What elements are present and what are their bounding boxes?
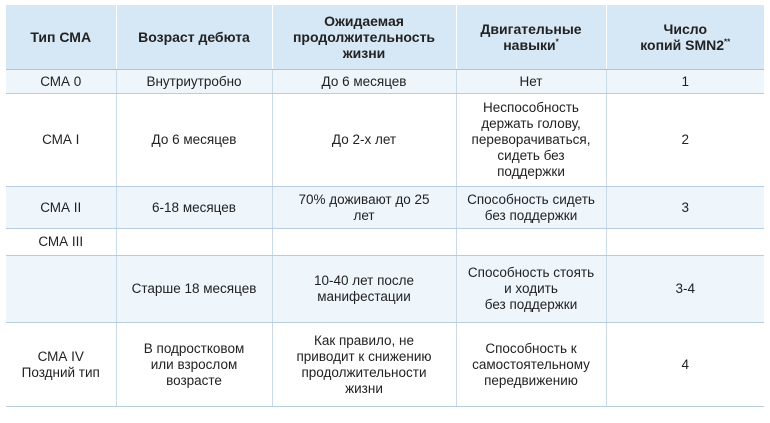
cell-text: без поддержки bbox=[484, 207, 578, 223]
cell-onset-age bbox=[116, 70, 272, 94]
cell-life-expectancy bbox=[272, 229, 456, 256]
cell-text: без поддержки bbox=[484, 297, 578, 312]
header-type bbox=[6, 5, 116, 70]
header-onset-age bbox=[116, 5, 272, 70]
cell-motor-skills bbox=[456, 187, 606, 229]
cell-text: и ходить bbox=[504, 281, 558, 296]
cell-text: В подростковом bbox=[143, 340, 245, 356]
header-text: продолжительность bbox=[292, 29, 436, 45]
cell-text: 10-40 лет после bbox=[313, 273, 415, 288]
cell-onset-age bbox=[116, 94, 272, 187]
cell-motor-skills bbox=[456, 256, 606, 323]
table-row bbox=[6, 256, 764, 323]
cell-text: манифестации bbox=[317, 289, 411, 304]
cell-motor-skills bbox=[456, 94, 606, 187]
cell-text: До 6 месяцев bbox=[321, 73, 407, 89]
table-row bbox=[6, 94, 764, 187]
header-text: Число bbox=[663, 21, 707, 37]
cell-motor-skills bbox=[456, 229, 606, 256]
table-row bbox=[6, 323, 764, 407]
cell-onset-age bbox=[116, 256, 272, 323]
cell-smn2-copies bbox=[606, 187, 764, 229]
cell-text: или взрослом bbox=[150, 356, 238, 372]
footnote-marker: ** bbox=[724, 37, 731, 47]
cell-text: приводит к снижению bbox=[296, 348, 432, 364]
cell-text: переворачиваться, bbox=[471, 132, 591, 147]
header-text: Возраст дебюта bbox=[138, 29, 250, 45]
cell-text: Способность к bbox=[485, 340, 577, 356]
cell-text: 70% доживают до 25 bbox=[298, 191, 430, 207]
cell-smn2-copies bbox=[606, 256, 764, 323]
footnote-marker: * bbox=[555, 37, 559, 47]
header-motor-skills bbox=[456, 5, 606, 70]
cell-text: 1 bbox=[681, 73, 689, 89]
cell-motor-skills bbox=[456, 70, 606, 94]
cell-text: Внутриутробно bbox=[146, 73, 242, 89]
cell-motor-skills bbox=[456, 323, 606, 407]
cell-text: Как правило, не bbox=[313, 332, 415, 348]
cell-text: жизни bbox=[345, 380, 383, 396]
cell-text: передвижению bbox=[484, 372, 578, 388]
cell-text: СМА III bbox=[38, 234, 84, 249]
cell-text: Способность сидеть bbox=[467, 191, 595, 207]
cell-onset-age bbox=[116, 229, 272, 256]
header-life-expectancy bbox=[272, 5, 456, 70]
cell-text: До 2-х лет bbox=[331, 132, 397, 147]
header-text: Тип СМА bbox=[30, 29, 92, 45]
header-smn2-copies bbox=[606, 5, 764, 70]
table-row bbox=[6, 187, 764, 229]
table-body bbox=[6, 70, 764, 407]
cell-life-expectancy bbox=[272, 187, 456, 229]
cell-text: СМА 0 bbox=[40, 73, 82, 89]
cell-type bbox=[6, 70, 116, 94]
cell-type bbox=[6, 323, 116, 407]
cell-life-expectancy bbox=[272, 323, 456, 407]
table-header bbox=[6, 5, 764, 70]
cell-type bbox=[6, 94, 116, 187]
cell-type bbox=[6, 256, 116, 323]
sma-types-table bbox=[6, 5, 764, 407]
cell-text: самостоятельному bbox=[472, 356, 590, 372]
cell-text: До 6 месяцев bbox=[151, 132, 237, 147]
header-text: жизни bbox=[342, 45, 386, 61]
cell-text: продолжительности bbox=[301, 364, 427, 380]
header-text: Ожидаемая bbox=[324, 13, 404, 29]
cell-life-expectancy bbox=[272, 256, 456, 323]
cell-text: СМА I bbox=[42, 132, 80, 147]
header-text: копий SMN2 bbox=[640, 37, 725, 53]
cell-text: СМА IV bbox=[37, 348, 84, 364]
cell-text: 2 bbox=[681, 132, 689, 147]
header-text: навыки bbox=[503, 37, 556, 53]
cell-text: лет bbox=[353, 207, 375, 223]
cell-life-expectancy bbox=[272, 70, 456, 94]
cell-text: возрасте bbox=[166, 372, 222, 388]
cell-onset-age bbox=[116, 323, 272, 407]
header-row bbox=[6, 5, 764, 70]
table-row bbox=[6, 229, 764, 256]
cell-smn2-copies bbox=[606, 229, 764, 256]
cell-text: 6-18 месяцев bbox=[152, 199, 236, 215]
cell-type bbox=[6, 229, 116, 256]
cell-text: 3-4 bbox=[675, 281, 695, 296]
cell-text: 3 bbox=[681, 199, 689, 215]
cell-text: сидеть без bbox=[497, 148, 565, 163]
cell-smn2-copies bbox=[606, 323, 764, 407]
cell-text: Способность стоять bbox=[467, 265, 595, 280]
cell-smn2-copies bbox=[606, 70, 764, 94]
cell-text: Поздний тип bbox=[21, 364, 100, 380]
cell-life-expectancy bbox=[272, 94, 456, 187]
header-text: Двигательные bbox=[480, 21, 582, 37]
cell-type bbox=[6, 187, 116, 229]
cell-onset-age bbox=[116, 187, 272, 229]
cell-text: Нет bbox=[519, 73, 543, 89]
cell-text: поддержки bbox=[497, 164, 565, 179]
table-row bbox=[6, 70, 764, 94]
cell-text: СМА II bbox=[40, 199, 82, 215]
cell-smn2-copies bbox=[606, 94, 764, 187]
cell-text: Старше 18 месяцев bbox=[131, 281, 257, 296]
cell-text: держать голову, bbox=[481, 116, 581, 131]
cell-text: Неспособность bbox=[483, 100, 579, 115]
cell-text: 4 bbox=[681, 356, 689, 372]
